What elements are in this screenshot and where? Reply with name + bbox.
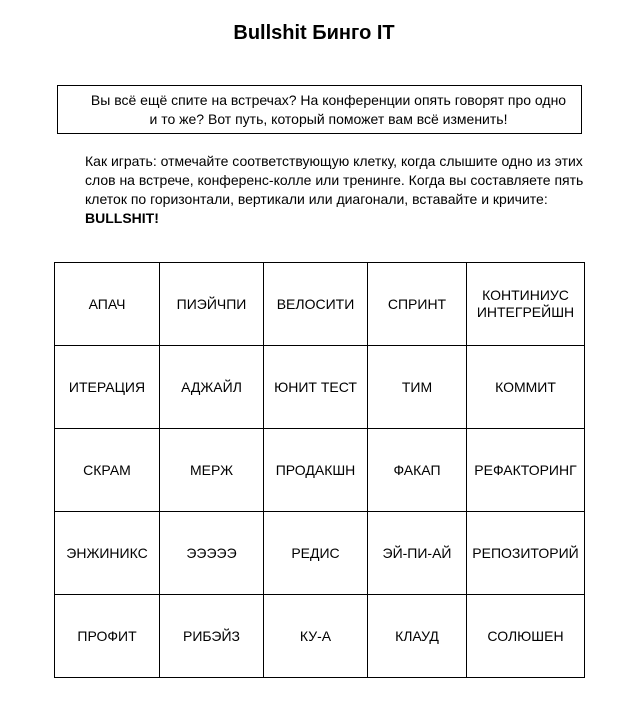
how-to-play-main: Как играть: отмечайте соответствующую клетку, когда слышите одно из этих слов на встрече, конференс-колле или тренинге. Когда вы составляете пять клеток по горизонтали, вертикали или диагонали, вставайте и кричите: xyxy=(85,153,584,207)
bingo-cell[interactable]: СКРАМ xyxy=(55,429,160,512)
bingo-cell[interactable]: АДЖАЙЛ xyxy=(160,346,264,429)
bingo-cell[interactable]: КОММИТ xyxy=(467,346,585,429)
bingo-cell[interactable]: СОЛЮШЕН xyxy=(467,595,585,678)
bingo-cell[interactable]: ВЕЛОСИТИ xyxy=(264,263,368,346)
bingo-grid xyxy=(54,262,585,678)
bingo-cell[interactable]: РЕФАКТОРИНГ xyxy=(467,429,585,512)
bingo-row xyxy=(55,595,585,678)
bingo-cell[interactable]: АПАЧ xyxy=(55,263,160,346)
page-title: Bullshit Бинго IT xyxy=(233,22,395,44)
bingo-row xyxy=(55,429,585,512)
bingo-row xyxy=(55,263,585,346)
intro-text: Вы всё ещё спите на встречах? На конференции опять говорят про одно и то же? Вот путь, который поможет вам всё изменить! xyxy=(90,91,567,127)
bingo-cell[interactable]: ПРОДАКШН xyxy=(264,429,368,512)
bingo-cell[interactable]: РИБЭЙЗ xyxy=(160,595,264,678)
bingo-row xyxy=(55,346,585,429)
bingo-cell[interactable]: СПРИНТ xyxy=(368,263,467,346)
bingo-cell[interactable]: ПИЭЙЧПИ xyxy=(160,263,264,346)
bingo-cell[interactable]: ФАКАП xyxy=(368,429,467,512)
bingo-cell[interactable]: МЕРЖ xyxy=(160,429,264,512)
bingo-cell[interactable]: ПРОФИТ xyxy=(55,595,160,678)
how-to-play-accent: BULLSHIT! xyxy=(85,210,159,226)
bingo-cell[interactable]: ЭЭЭЭЭ xyxy=(160,512,264,595)
intro-box xyxy=(57,85,582,134)
bingo-cell[interactable]: ЮНИТ ТЕСТ xyxy=(264,346,368,429)
bingo-cell[interactable]: ЭНЖИНИКС xyxy=(55,512,160,595)
bingo-row xyxy=(55,512,585,595)
bingo-cell[interactable]: ЭЙ-ПИ-АЙ xyxy=(368,512,467,595)
how-to-play-text xyxy=(85,152,585,228)
bingo-cell[interactable]: ТИМ xyxy=(368,346,467,429)
bingo-cell[interactable]: КОНТИНИУС ИНТЕГРЕЙШН xyxy=(467,263,585,346)
bingo-cell[interactable]: КЛАУД xyxy=(368,595,467,678)
bingo-cell[interactable]: РЕДИС xyxy=(264,512,368,595)
bingo-cell[interactable]: ИТЕРАЦИЯ xyxy=(55,346,160,429)
bingo-cell[interactable]: КУ-А xyxy=(264,595,368,678)
bingo-cell[interactable]: РЕПОЗИТОРИЙ xyxy=(467,512,585,595)
